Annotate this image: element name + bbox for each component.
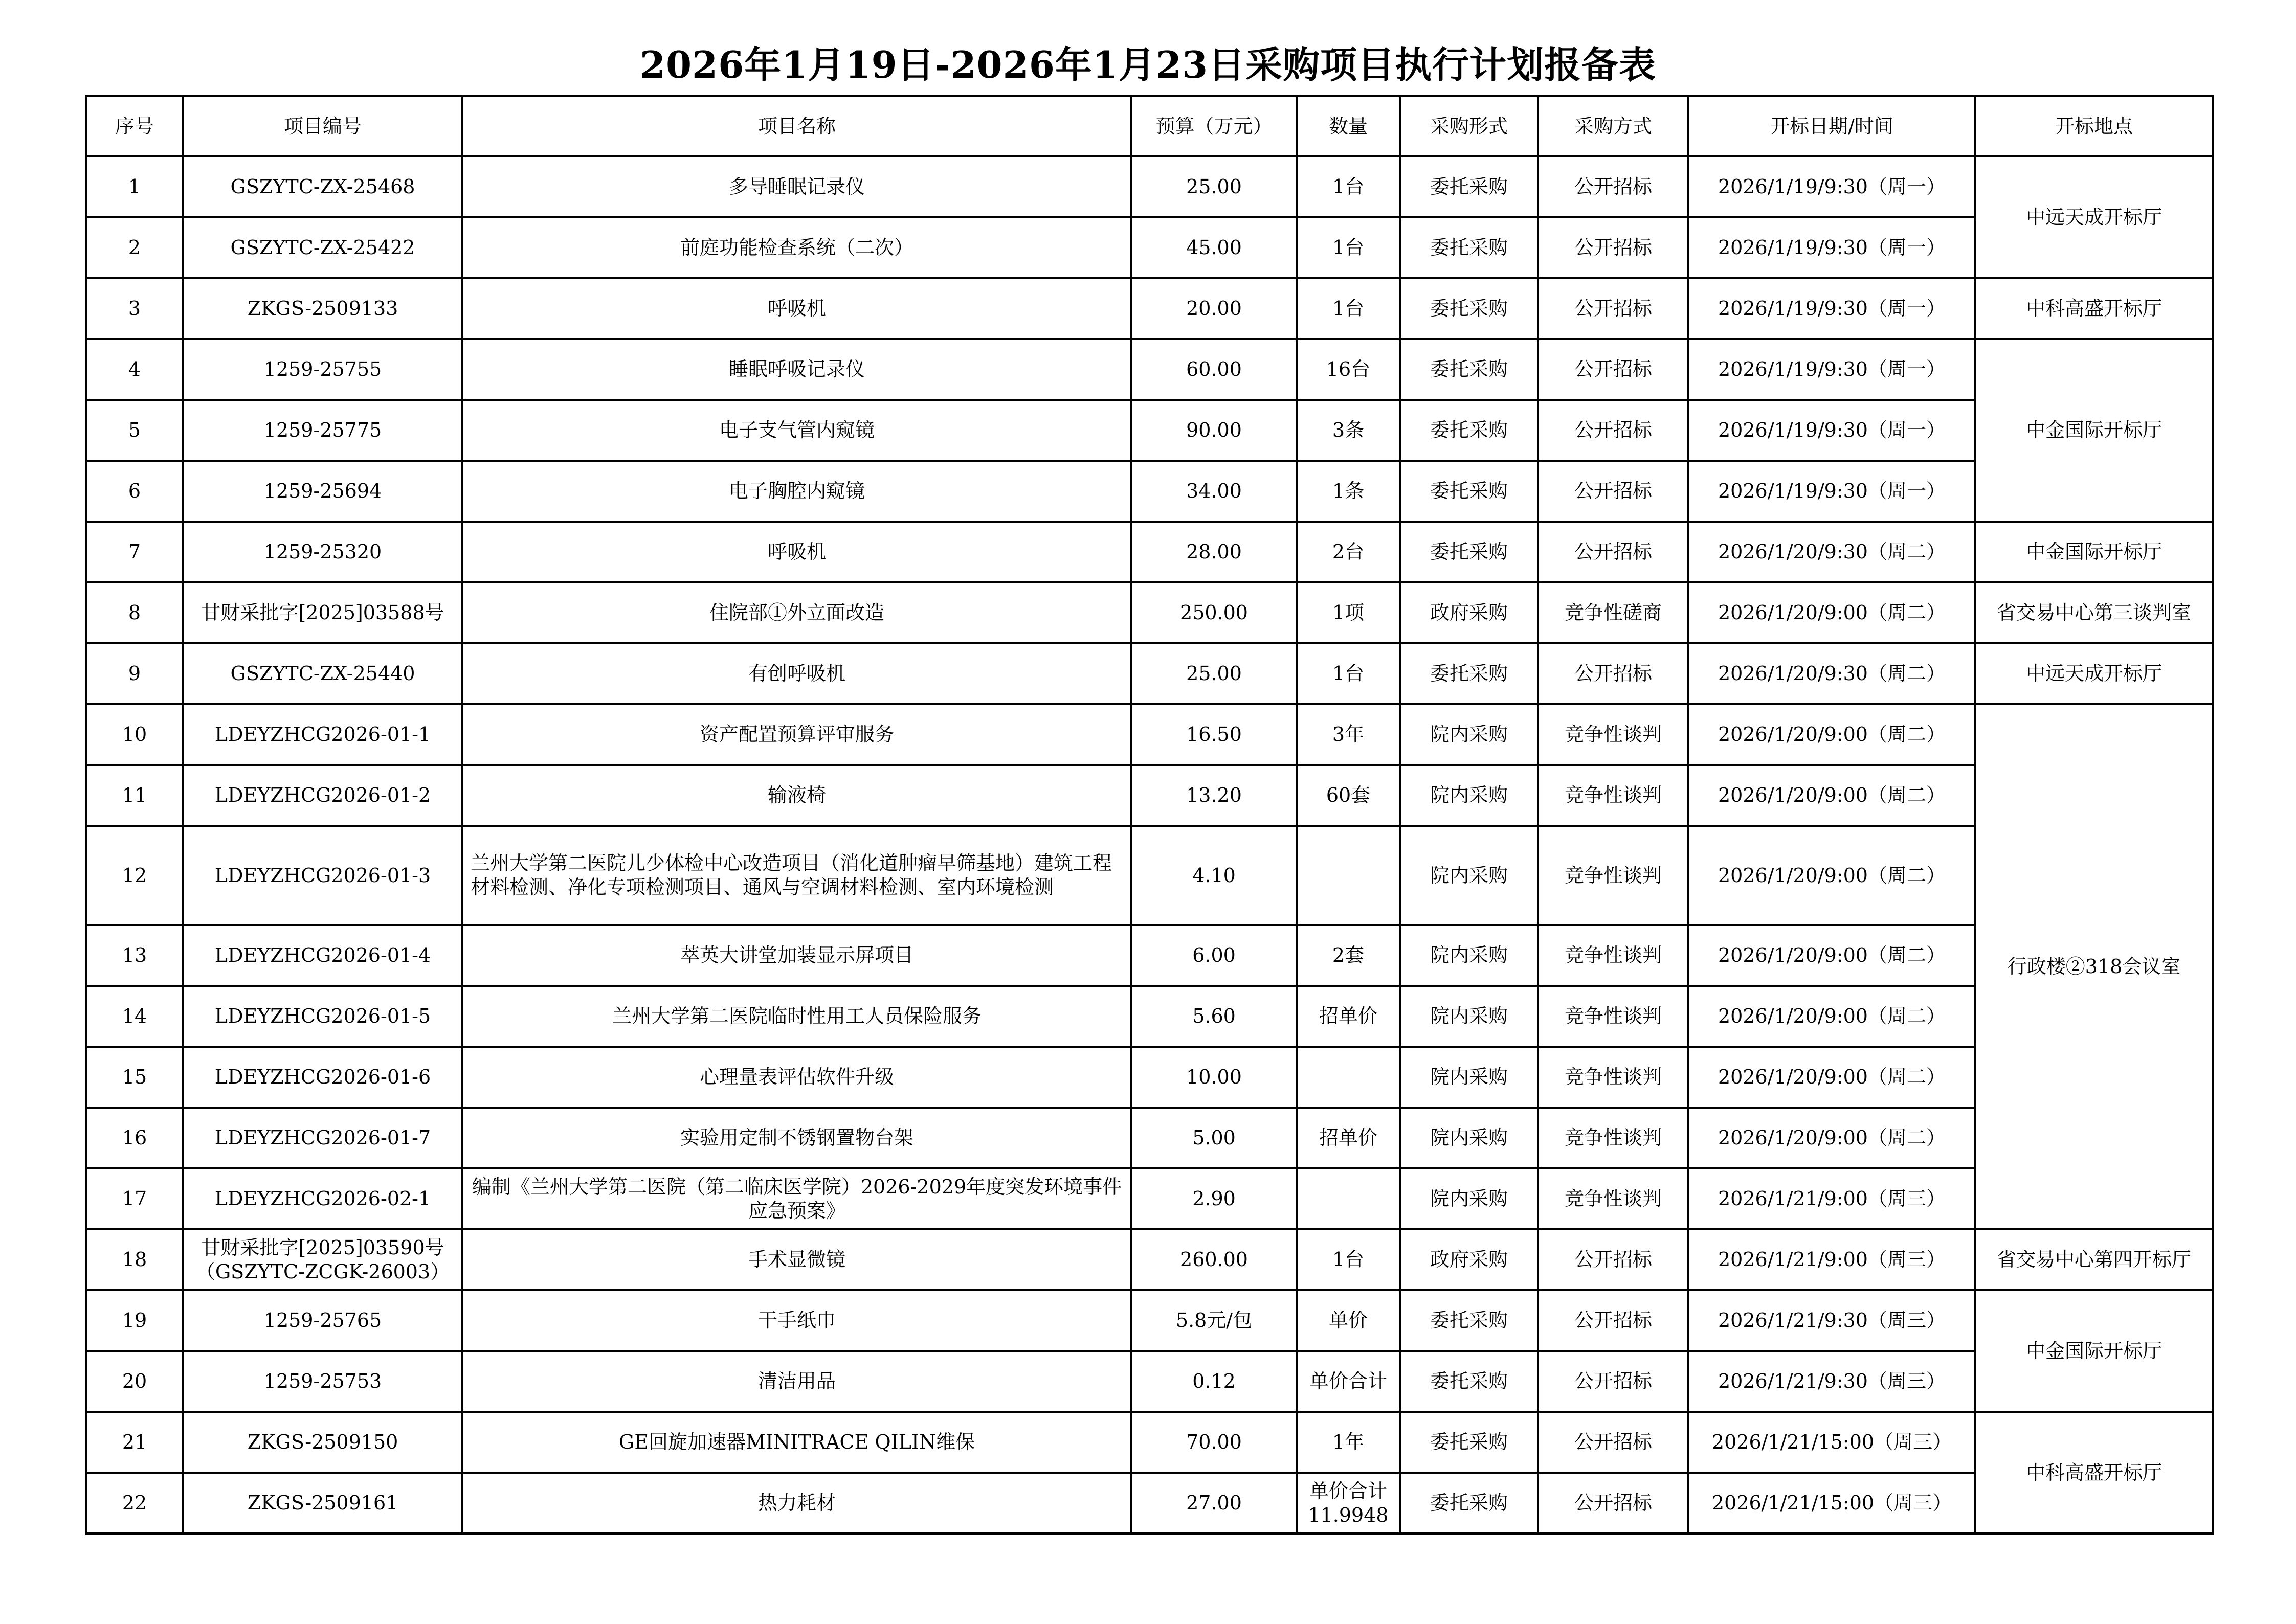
cell-qty: 16台 [1297, 339, 1400, 400]
cell-qty: 单价 [1297, 1290, 1400, 1351]
cell-no: 20 [86, 1351, 183, 1412]
table-body [86, 96, 2213, 1533]
cell-code: 1259-25755 [183, 339, 462, 400]
table-row [86, 1047, 2213, 1108]
cell-budget: 0.12 [1131, 1351, 1297, 1412]
table-row [86, 765, 2213, 826]
cell-method: 公开招标 [1538, 339, 1688, 400]
table-row [86, 1290, 2213, 1351]
cell-budget: 6.00 [1131, 925, 1297, 986]
cell-time: 2026/1/20/9:00（周二） [1688, 826, 1975, 925]
cell-code: ZKGS-2509133 [183, 278, 462, 339]
cell-name: 住院部①外立面改造 [462, 582, 1131, 643]
cell-method: 公开招标 [1538, 1290, 1688, 1351]
header-cell-qty: 数量 [1297, 96, 1400, 156]
cell-budget: 4.10 [1131, 826, 1297, 925]
cell-form: 院内采购 [1400, 925, 1538, 986]
cell-time: 2026/1/20/9:00（周二） [1688, 925, 1975, 986]
cell-method: 竞争性谈判 [1538, 1047, 1688, 1108]
cell-location: 中金国际开标厅 [1975, 1290, 2213, 1412]
header-cell-budget: 预算（万元） [1131, 96, 1297, 156]
cell-no: 19 [86, 1290, 183, 1351]
table-row [86, 704, 2213, 765]
cell-no: 17 [86, 1168, 183, 1229]
cell-qty: 1台 [1297, 1229, 1400, 1290]
cell-name: GE回旋加速器MINITRACE QILIN维保 [462, 1412, 1131, 1473]
cell-no: 2 [86, 217, 183, 278]
cell-time: 2026/1/21/9:00（周三） [1688, 1229, 1975, 1290]
cell-no: 22 [86, 1473, 183, 1533]
cell-location: 中远天成开标厅 [1975, 156, 2213, 278]
cell-budget: 90.00 [1131, 400, 1297, 461]
cell-no: 4 [86, 339, 183, 400]
cell-method: 公开招标 [1538, 1473, 1688, 1533]
table-header-row [86, 96, 2213, 156]
cell-method: 竞争性谈判 [1538, 1168, 1688, 1229]
cell-name: 多导睡眠记录仪 [462, 156, 1131, 217]
cell-code: LDEYZHCG2026-01-4 [183, 925, 462, 986]
cell-name: 呼吸机 [462, 278, 1131, 339]
cell-qty [1297, 826, 1400, 925]
cell-budget: 60.00 [1131, 339, 1297, 400]
cell-budget: 5.8元/包 [1131, 1290, 1297, 1351]
cell-name: 编制《兰州大学第二医院（第二临床医学院）2026-2029年度突发环境事件应急预案》 [462, 1168, 1131, 1229]
procurement-plan-table [85, 95, 2214, 1535]
cell-code: GSZYTC-ZX-25422 [183, 217, 462, 278]
cell-budget: 16.50 [1131, 704, 1297, 765]
cell-code: 1259-25775 [183, 400, 462, 461]
cell-budget: 70.00 [1131, 1412, 1297, 1473]
cell-method: 竞争性谈判 [1538, 1108, 1688, 1168]
cell-budget: 20.00 [1131, 278, 1297, 339]
table-row [86, 643, 2213, 704]
cell-code: GSZYTC-ZX-25440 [183, 643, 462, 704]
cell-no: 21 [86, 1412, 183, 1473]
cell-code: 甘财采批字[2025]03588号 [183, 582, 462, 643]
cell-budget: 10.00 [1131, 1047, 1297, 1108]
cell-budget: 5.60 [1131, 986, 1297, 1047]
cell-code: LDEYZHCG2026-02-1 [183, 1168, 462, 1229]
cell-form: 委托采购 [1400, 1412, 1538, 1473]
cell-no: 14 [86, 986, 183, 1047]
cell-name: 心理量表评估软件升级 [462, 1047, 1131, 1108]
cell-budget: 5.00 [1131, 1108, 1297, 1168]
cell-form: 委托采购 [1400, 339, 1538, 400]
cell-form: 委托采购 [1400, 643, 1538, 704]
cell-time: 2026/1/20/9:30（周二） [1688, 522, 1975, 582]
cell-qty: 招单价 [1297, 986, 1400, 1047]
cell-name: 前庭功能检查系统（二次） [462, 217, 1131, 278]
cell-location: 省交易中心第三谈判室 [1975, 582, 2213, 643]
cell-form: 院内采购 [1400, 704, 1538, 765]
cell-form: 院内采购 [1400, 1047, 1538, 1108]
cell-form: 委托采购 [1400, 461, 1538, 522]
cell-code: LDEYZHCG2026-01-6 [183, 1047, 462, 1108]
table-row [86, 156, 2213, 217]
cell-qty: 单价合计 [1297, 1351, 1400, 1412]
cell-qty: 1台 [1297, 217, 1400, 278]
cell-method: 公开招标 [1538, 461, 1688, 522]
table-row [86, 400, 2213, 461]
cell-qty: 3条 [1297, 400, 1400, 461]
cell-method: 公开招标 [1538, 1412, 1688, 1473]
cell-location: 中远天成开标厅 [1975, 643, 2213, 704]
cell-form: 委托采购 [1400, 1351, 1538, 1412]
cell-time: 2026/1/21/9:30（周三） [1688, 1290, 1975, 1351]
cell-qty: 1台 [1297, 156, 1400, 217]
cell-location: 中金国际开标厅 [1975, 339, 2213, 522]
cell-no: 13 [86, 925, 183, 986]
cell-budget: 25.00 [1131, 156, 1297, 217]
cell-time: 2026/1/21/15:00（周三） [1688, 1473, 1975, 1533]
cell-no: 1 [86, 156, 183, 217]
cell-no: 10 [86, 704, 183, 765]
header-cell-time: 开标日期/时间 [1688, 96, 1975, 156]
cell-form: 政府采购 [1400, 1229, 1538, 1290]
cell-location: 中科高盛开标厅 [1975, 1412, 2213, 1533]
cell-time: 2026/1/19/9:30（周一） [1688, 156, 1975, 217]
cell-code: ZKGS-2509150 [183, 1412, 462, 1473]
cell-name: 资产配置预算评审服务 [462, 704, 1131, 765]
cell-budget: 34.00 [1131, 461, 1297, 522]
cell-budget: 2.90 [1131, 1168, 1297, 1229]
table-row [86, 217, 2213, 278]
cell-location: 中金国际开标厅 [1975, 522, 2213, 582]
cell-budget: 25.00 [1131, 643, 1297, 704]
table-row [86, 522, 2213, 582]
cell-code: 1259-25320 [183, 522, 462, 582]
cell-code: LDEYZHCG2026-01-5 [183, 986, 462, 1047]
cell-no: 16 [86, 1108, 183, 1168]
cell-budget: 250.00 [1131, 582, 1297, 643]
cell-no: 6 [86, 461, 183, 522]
header-cell-form: 采购形式 [1400, 96, 1538, 156]
cell-form: 政府采购 [1400, 582, 1538, 643]
header-cell-name: 项目名称 [462, 96, 1131, 156]
cell-qty: 1台 [1297, 278, 1400, 339]
cell-budget: 13.20 [1131, 765, 1297, 826]
cell-no: 15 [86, 1047, 183, 1108]
cell-time: 2026/1/19/9:30（周一） [1688, 461, 1975, 522]
cell-location: 省交易中心第四开标厅 [1975, 1229, 2213, 1290]
cell-form: 院内采购 [1400, 986, 1538, 1047]
cell-method: 竞争性磋商 [1538, 582, 1688, 643]
cell-time: 2026/1/20/9:00（周二） [1688, 1108, 1975, 1168]
cell-time: 2026/1/20/9:00（周二） [1688, 765, 1975, 826]
table-row [86, 339, 2213, 400]
cell-budget: 45.00 [1131, 217, 1297, 278]
cell-form: 委托采购 [1400, 1473, 1538, 1533]
cell-code: 1259-25753 [183, 1351, 462, 1412]
cell-method: 竞争性谈判 [1538, 925, 1688, 986]
cell-method: 公开招标 [1538, 156, 1688, 217]
cell-code: LDEYZHCG2026-01-3 [183, 826, 462, 925]
cell-code: LDEYZHCG2026-01-2 [183, 765, 462, 826]
cell-method: 竞争性谈判 [1538, 986, 1688, 1047]
cell-no: 18 [86, 1229, 183, 1290]
cell-time: 2026/1/19/9:30（周一） [1688, 400, 1975, 461]
cell-qty: 招单价 [1297, 1108, 1400, 1168]
cell-name: 呼吸机 [462, 522, 1131, 582]
cell-code: 甘财采批字[2025]03590号（GSZYTC-ZCGK-26003） [183, 1229, 462, 1290]
cell-qty [1297, 1047, 1400, 1108]
cell-method: 公开招标 [1538, 1351, 1688, 1412]
cell-name: 清洁用品 [462, 1351, 1131, 1412]
cell-code: LDEYZHCG2026-01-1 [183, 704, 462, 765]
header-cell-code: 项目编号 [183, 96, 462, 156]
cell-method: 公开招标 [1538, 522, 1688, 582]
cell-no: 7 [86, 522, 183, 582]
cell-qty: 1项 [1297, 582, 1400, 643]
page-title: 2026年1月19日-2026年1月23日采购项目执行计划报备表 [639, 43, 1657, 86]
cell-form: 委托采购 [1400, 156, 1538, 217]
cell-form: 委托采购 [1400, 400, 1538, 461]
cell-code: LDEYZHCG2026-01-7 [183, 1108, 462, 1168]
table-row [86, 582, 2213, 643]
cell-name: 电子胸腔内窥镜 [462, 461, 1131, 522]
cell-method: 竞争性谈判 [1538, 826, 1688, 925]
table-row [86, 925, 2213, 986]
cell-no: 8 [86, 582, 183, 643]
cell-method: 竞争性谈判 [1538, 704, 1688, 765]
cell-form: 院内采购 [1400, 826, 1538, 925]
cell-budget: 27.00 [1131, 1473, 1297, 1533]
cell-qty: 2套 [1297, 925, 1400, 986]
cell-qty: 单价合计11.9948 [1297, 1473, 1400, 1533]
table-row [86, 278, 2213, 339]
cell-qty: 3年 [1297, 704, 1400, 765]
cell-form: 院内采购 [1400, 1108, 1538, 1168]
cell-time: 2026/1/19/9:30（周一） [1688, 339, 1975, 400]
cell-no: 3 [86, 278, 183, 339]
cell-method: 公开招标 [1538, 643, 1688, 704]
cell-form: 委托采购 [1400, 217, 1538, 278]
cell-name: 兰州大学第二医院儿少体检中心改造项目（消化道肿瘤早筛基地）建筑工程材料检测、净化专项检测项目、通风与空调材料检测、室内环境检测 [462, 826, 1131, 925]
cell-name: 萃英大讲堂加装显示屏项目 [462, 925, 1131, 986]
cell-qty: 1年 [1297, 1412, 1400, 1473]
cell-no: 12 [86, 826, 183, 925]
cell-qty: 2台 [1297, 522, 1400, 582]
cell-code: GSZYTC-ZX-25468 [183, 156, 462, 217]
cell-location: 中科高盛开标厅 [1975, 278, 2213, 339]
cell-time: 2026/1/19/9:30（周一） [1688, 217, 1975, 278]
cell-qty [1297, 1168, 1400, 1229]
table-row [86, 1412, 2213, 1473]
cell-time: 2026/1/20/9:30（周二） [1688, 643, 1975, 704]
cell-method: 公开招标 [1538, 217, 1688, 278]
table-row [86, 461, 2213, 522]
cell-time: 2026/1/19/9:30（周一） [1688, 278, 1975, 339]
cell-form: 院内采购 [1400, 1168, 1538, 1229]
cell-time: 2026/1/20/9:00（周二） [1688, 986, 1975, 1047]
cell-name: 睡眠呼吸记录仪 [462, 339, 1131, 400]
table-row [86, 1351, 2213, 1412]
cell-name: 电子支气管内窥镜 [462, 400, 1131, 461]
cell-time: 2026/1/21/9:30（周三） [1688, 1351, 1975, 1412]
cell-budget: 260.00 [1131, 1229, 1297, 1290]
cell-qty: 1台 [1297, 643, 1400, 704]
cell-form: 院内采购 [1400, 765, 1538, 826]
cell-name: 干手纸巾 [462, 1290, 1131, 1351]
header-cell-no: 序号 [86, 96, 183, 156]
cell-code: 1259-25765 [183, 1290, 462, 1351]
cell-no: 11 [86, 765, 183, 826]
cell-qty: 1条 [1297, 461, 1400, 522]
cell-time: 2026/1/20/9:00（周二） [1688, 1047, 1975, 1108]
cell-time: 2026/1/20/9:00（周二） [1688, 704, 1975, 765]
cell-name: 兰州大学第二医院临时性用工人员保险服务 [462, 986, 1131, 1047]
cell-location: 行政楼②318会议室 [1975, 704, 2213, 1229]
cell-name: 有创呼吸机 [462, 643, 1131, 704]
table-row [86, 826, 2213, 925]
table-row [86, 1473, 2213, 1533]
table-row [86, 1108, 2213, 1168]
cell-method: 公开招标 [1538, 278, 1688, 339]
cell-qty: 60套 [1297, 765, 1400, 826]
cell-form: 委托采购 [1400, 1290, 1538, 1351]
cell-code: 1259-25694 [183, 461, 462, 522]
table-row [86, 986, 2213, 1047]
header-cell-method: 采购方式 [1538, 96, 1688, 156]
cell-method: 公开招标 [1538, 400, 1688, 461]
table-row [86, 1229, 2213, 1290]
cell-no: 9 [86, 643, 183, 704]
cell-method: 竞争性谈判 [1538, 765, 1688, 826]
cell-no: 5 [86, 400, 183, 461]
cell-budget: 28.00 [1131, 522, 1297, 582]
cell-name: 热力耗材 [462, 1473, 1131, 1533]
cell-name: 输液椅 [462, 765, 1131, 826]
cell-form: 委托采购 [1400, 522, 1538, 582]
cell-method: 公开招标 [1538, 1229, 1688, 1290]
cell-time: 2026/1/20/9:00（周二） [1688, 582, 1975, 643]
cell-time: 2026/1/21/9:00（周三） [1688, 1168, 1975, 1229]
table-row [86, 1168, 2213, 1229]
cell-form: 委托采购 [1400, 278, 1538, 339]
cell-time: 2026/1/21/15:00（周三） [1688, 1412, 1975, 1473]
cell-name: 手术显微镜 [462, 1229, 1131, 1290]
header-cell-location: 开标地点 [1975, 96, 2213, 156]
cell-code: ZKGS-2509161 [183, 1473, 462, 1533]
cell-name: 实验用定制不锈钢置物台架 [462, 1108, 1131, 1168]
